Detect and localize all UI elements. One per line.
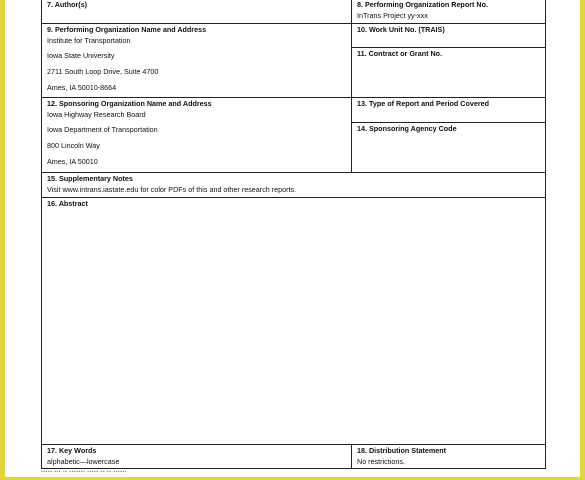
distribution-cell xyxy=(351,444,546,469)
agency-code-label: 14. Sponsoring Agency Code xyxy=(357,124,457,133)
contract-grant-cell xyxy=(351,47,546,98)
supplementary-notes-cell xyxy=(41,172,546,198)
performing-org-line: Ames, IA 50010-8664 xyxy=(47,82,117,92)
supplementary-notes-value: Visit www.intrans.iastate.edu for color PDFs of this and other research reports. xyxy=(47,184,297,194)
sponsoring-org-line: Iowa Department of Transportation xyxy=(47,125,158,135)
report-number-cell xyxy=(351,0,546,24)
abstract-cell xyxy=(41,197,546,445)
performing-org-line: Institute for Transportation xyxy=(47,35,131,45)
report-type-label: 13. Type of Report and Period Covered xyxy=(357,99,490,108)
report-number-label: 8. Performing Organization Report No. xyxy=(357,0,488,9)
performing-org-cell xyxy=(41,23,352,98)
abstract-label: 16. Abstract xyxy=(47,199,88,208)
sponsoring-org-line: Ames, IA 50010 xyxy=(47,156,98,166)
sponsoring-org-cell xyxy=(41,97,352,173)
authors-cell xyxy=(41,0,352,24)
frame-right-edge xyxy=(580,0,585,480)
distribution-value: No restrictions. xyxy=(357,456,405,466)
technical-report-documentation-form xyxy=(41,0,546,469)
performing-org-line: Iowa State University xyxy=(47,51,115,61)
frame-left-edge xyxy=(0,0,5,480)
performing-org-line: 2711 South Loop Drive, Suite 4700 xyxy=(47,66,159,76)
work-unit-label: 10. Work Unit No. (TRAIS) xyxy=(357,25,445,34)
distribution-label: 18. Distribution Statement xyxy=(357,446,447,455)
key-words-cell xyxy=(41,444,352,469)
supplementary-notes-label: 15. Supplementary Notes xyxy=(47,174,133,183)
sponsoring-org-label: 12. Sponsoring Organization Name and Address xyxy=(47,99,212,108)
report-number-value: InTrans Project yy-xxx xyxy=(357,10,428,20)
performing-org-label: 9. Performing Organization Name and Address xyxy=(47,25,207,34)
work-unit-cell xyxy=(351,23,546,48)
key-words-value: alphabetic—lowercase xyxy=(47,456,120,466)
key-words-label: 17. Key Words xyxy=(47,446,97,455)
sponsoring-org-line: Iowa Highway Research Board xyxy=(47,109,146,119)
contract-grant-label: 11. Contract or Grant No. xyxy=(357,49,443,58)
agency-code-cell xyxy=(351,122,546,173)
authors-label: 7. Author(s) xyxy=(47,0,88,9)
sponsoring-org-line: 800 Lincoln Way xyxy=(47,140,100,150)
cropped-text-fragment: ▪▪▪▪▪ ▪▪▪ ▪▪ ▪▪▪▪▪▪▪ ▪▪▪▪▪ ▪▪ ▪▪ ▪▪▪▪▪▪ xyxy=(41,470,127,474)
report-type-cell xyxy=(351,97,546,123)
